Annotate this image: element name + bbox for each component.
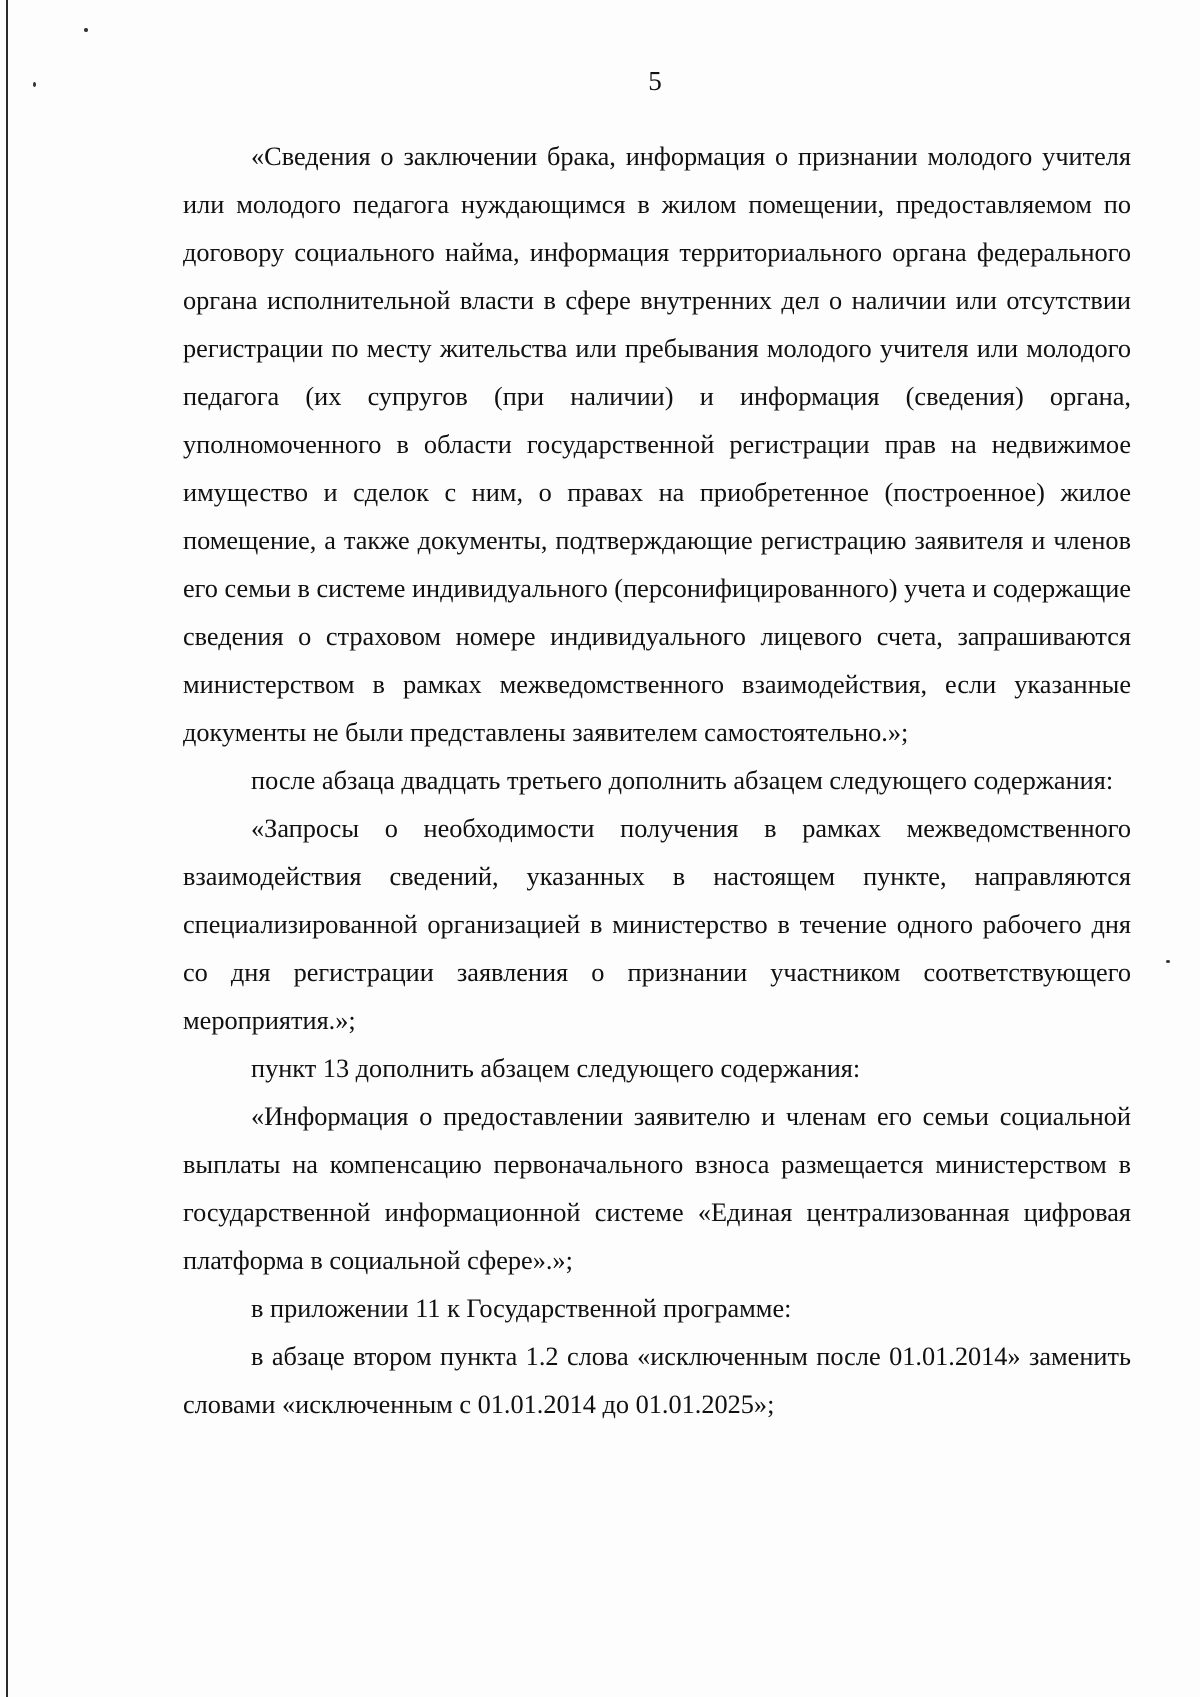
paragraph-4: пункт 13 дополнить абзацем следующего содержания: (251, 1054, 861, 1083)
paragraph-3: «Запросы о необходимости получения в рамках межведомственного взаимодействия сведений, указанных в настоящем пункте, направляются специализированной организацией в министерство в течение одного рабочего дня со дня регистрации заявления о признании участником соответствующего мероприятия.»; (183, 814, 1131, 1035)
scan-left-edge (6, 0, 8, 1697)
page-number: 5 (648, 66, 662, 96)
paragraph-5: «Информация о предоставлении заявителю и членам его семьи социальной выплаты на компенсацию первоначального взноса размещается министерством в государственной информационной системе «Единая централизованная цифровая платформа в социальной сфере».»; (183, 1102, 1131, 1275)
document-body (183, 133, 1131, 1429)
scan-speck (84, 28, 88, 32)
scan-speck (1166, 960, 1170, 963)
paragraph-2: после абзаца двадцать третьего дополнить абзацем следующего содержания: (251, 766, 1114, 795)
paragraph-6: в приложении 11 к Государственной программе: (251, 1294, 792, 1323)
paragraph-1: «Сведения о заключении брака, информация о признании молодого учителя или молодого педагога нуждающимся в жилом помещении, предоставляемом по договору социального найма, информация территориального органа федерального органа исполнительной власти в сфере внутренних дел о наличии или отсутствии регистрации по месту жительства или пребывания молодого учителя или молодого педагога (их супругов (при наличии) и информация (сведения) органа, уполномоченного в области государственной регистрации прав на недвижимое имущество и сделок с ним, о правах на приобретенное (построенное) жилое помещение, а также документы, подтверждающие регистрацию заявителя и членов его семьи в системе индивидуального (персонифицированного) учета и содержащие сведения о страховом номере индивидуального лицевого счета, запрашиваются министерством в рамках межведомственного взаимодействия, если указанные документы не были представлены заявителем самостоятельно.»; (183, 142, 1131, 747)
paragraph-7: в абзаце втором пункта 1.2 слова «исключенным после 01.01.2014» заменить словами «исключенным с 01.01.2014 до 01.01.2025»; (183, 1342, 1131, 1419)
